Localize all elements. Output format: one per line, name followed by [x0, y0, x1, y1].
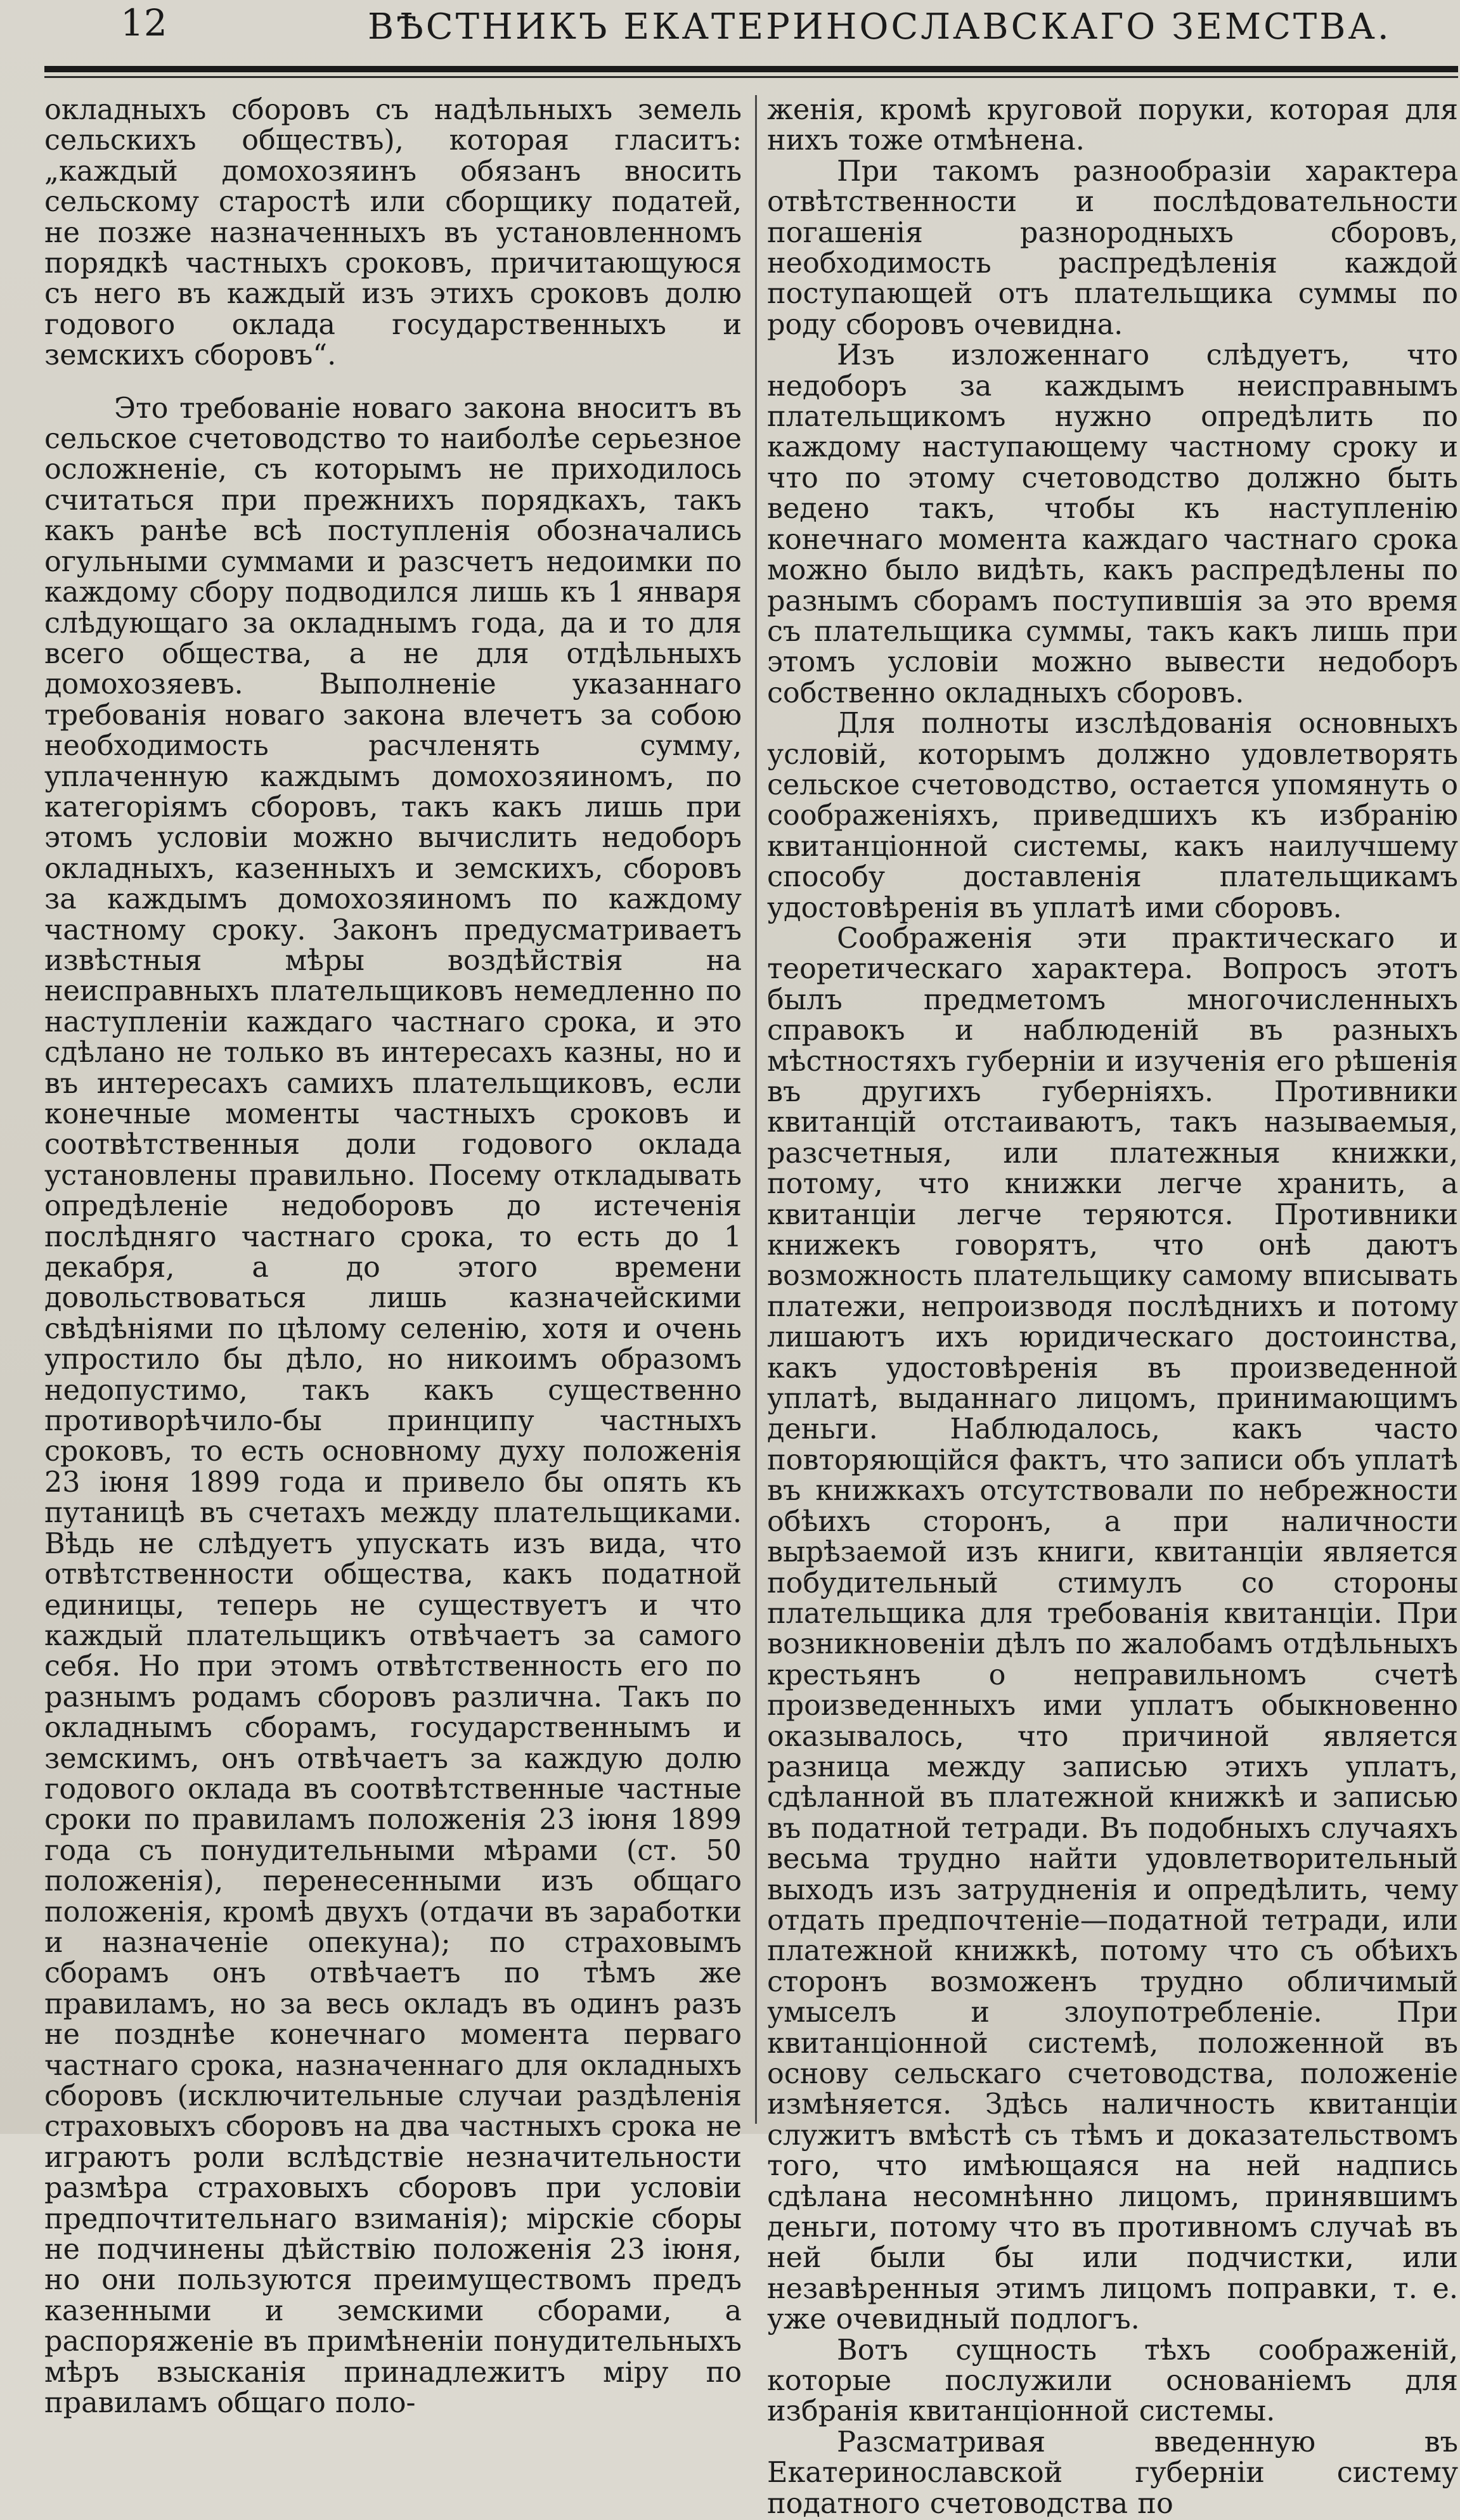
page-number: 12	[120, 1, 167, 44]
page-header	[38, 0, 1420, 63]
right-paragraph-5: Соображенія эти практическаго и теоретическаго характера. Вопросъ этотъ былъ предметомъ многочисленныхъ справокъ и наблюденій въ разныхъ мѣстностяхъ губерніи и изученія его рѣшенія въ другихъ губерніяхъ. Противники квитанцій отстаиваютъ, такъ называемыя, разсчетныя, или платежныя книжки, потому, что книжки легче хранить, а квитанціи легче теряются. Противники книжекъ говорятъ, что онѣ даютъ возможность плательщику самому вписывать платежи, непроизводя послѣднихъ и потому лишаютъ ихъ юридическаго достоинства, какъ удостовѣренія въ произведенной уплатѣ, выданнаго лицомъ, принимающимъ деньги. Наблюдалось, какъ часто повторяющійся фактъ, что записи объ уплатѣ въ книжкахъ отсутствовали по небрежности обѣихъ сторонъ, а при наличности вырѣзаемой изъ книги, квитанціи является побудительный стимулъ со стороны плательщика для требованія квитанціи. При возникновеніи дѣлъ по жалобамъ отдѣльныхъ крестьянъ о неправильномъ счетѣ произведенныхъ ими уплатъ обыкновенно оказывалось, что причиной является разница между записью этихъ уплатъ, сдѣланной въ платежной книжкѣ и записью въ податной тетради. Въ подобныхъ случаяхъ весьма трудно найти удовлетворительный выходъ изъ затрудненія и опредѣлить, чему отдать предпочтеніе—податной тетради, или платежной книжкѣ, потому что съ обѣихъ сторонъ возможенъ трудно обличимый умыселъ и злоупотребленіе. При квитанціонной системѣ, положенной въ основу сельскаго счетоводства, положеніе измѣняется. Здѣсь наличность квитанціи служитъ вмѣстѣ съ тѣмъ и доказательствомъ того, что имѣющаяся на ней надпись сдѣлана несомнѣнно лицомъ, принявшимъ деньги, потому что въ противномъ случаѣ въ ней были бы или подчистки, или незавѣренныя этимъ лицомъ поправки, т. е. уже очевидный подлогъ.	[767, 922, 1458, 2336]
right-paragraph-3: Изъ изложеннаго слѣдуетъ, что недоборъ за каждымъ неисправнымъ плательщикомъ нужно опредѣлить по каждому наступающему частному сроку и что по этому счетоводство должно быть ведено такъ, чтобы къ наступленію конечнаго момента каждаго частнаго срока можно было видѣть, какъ распредѣлены по разнымъ сборамъ поступившія за это время съ плательщика суммы, такъ какъ лишь при этомъ условіи можно вывести недоборъ собственно окладныхъ сборовъ.	[767, 339, 1458, 709]
header-rule-thick	[44, 66, 1458, 72]
left-column	[44, 95, 742, 2419]
left-paragraph-2: Это требованіе новаго закона вноситъ въ сельское счетоводство то наиболѣе серьезное осложненіе, съ которымъ не приходилось считаться при прежнихъ порядкахъ, такъ какъ ранѣе всѣ поступленія обозначались огульными суммами и разсчетъ недоимки по каждому сбору подводился лишь къ 1 января слѣдующаго за окладнымъ года, да и то для всего общества, а не для отдѣльныхъ домохозяевъ. Выполненіе указаннаго требованія новаго закона влечетъ за собою необходимость расчленять сумму, уплаченную каждымъ домохозяиномъ, по категоріямъ сборовъ, такъ какъ лишь при этомъ условіи можно вычислить недоборъ окладныхъ, казенныхъ и земскихъ, сборовъ за каждымъ домохозяиномъ по каждому частному сроку. Законъ предусматриваетъ извѣстныя мѣры воздѣйствія на неисправныхъ плательщиковъ немедленно по наступленіи каждаго частнаго срока, и это сдѣлано не только въ интересахъ казны, но и въ интересахъ самихъ плательщиковъ, если конечные моменты частныхъ сроковъ и соотвѣтственныя доли годового оклада установлены правильно. Посему откладывать опредѣленіе недоборовъ до истеченія послѣдняго частнаго срока, то есть до 1 декабря, а до этого времени довольствоваться лишь казначейскими свѣдѣніями по цѣлому селенію, хотя и очень упростило бы дѣло, но никоимъ образомъ недопустимо, такъ какъ существенно противорѣчило-бы принципу частныхъ сроковъ, то есть основному духу положенія 23 іюня 1899 года и привело бы опять къ путаницѣ въ счетахъ между плательщиками. Вѣдь не слѣдуетъ упускать изъ вида, что отвѣтственности общества, какъ податной единицы, теперь не существуетъ и что каждый плательщикъ отвѣчаетъ за самого себя. Но при этомъ отвѣтственность его по разнымъ родамъ сборовъ различна. Такъ по окладнымъ сборамъ, государственнымъ и земскимъ, онъ отвѣчаетъ за каждую долю годового оклада въ соотвѣтственные частные сроки по правиламъ положенія 23 іюня 1899 года съ понудительными мѣрами (ст. 50 положенія), перенесенными изъ общаго положенія, кромѣ двухъ (отдачи въ заработки и назначеніе опекуна); по страховымъ сборамъ онъ отвѣчаетъ по тѣмъ же правиламъ, но за весь окладъ въ одинъ разъ не позднѣе конечнаго момента перваго частнаго срока, назначеннаго для окладныхъ сборовъ (исключительные случаи раздѣленія страховыхъ сборовъ на два частныхъ срока не играютъ роли вслѣдствіе незначительности размѣра страховыхъ сборовъ при условіи предпочтительнаго взиманія); мірскіе сборы не подчинены дѣйствію положенія 23 іюня, но они пользуются преимуществомъ предъ казенными и земскими сборами, а распоряженіе въ примѣненіи понудительныхъ мѣръ взысканія принадлежитъ міру по правиламъ общаго поло-	[44, 392, 742, 2420]
right-column	[767, 95, 1458, 2519]
right-paragraph-4: Для полноты изслѣдованія основныхъ условій, которымъ должно удовлетворять сельское счетоводство, остается упомянуть о соображеніяхъ, приведшихъ къ избранію квитанціонной системы, какъ наилучшему способу доставленія плательщикамъ удостовѣренія въ уплатѣ ими сборовъ.	[767, 708, 1458, 924]
left-paragraph-1: окладныхъ сборовъ съ надѣльныхъ земель сельскихъ обществъ), которая гласитъ: „каждый домохозяинъ обязанъ вносить сельскому старостѣ или сборщику податей, не позже назначенныхъ въ установленномъ порядкѣ частныхъ сроковъ, причитающуюся съ него въ каждый изъ этихъ сроковъ долю годового оклада государственныхъ и земскихъ сборовъ“.	[44, 94, 742, 372]
header-rule-thin	[44, 76, 1458, 78]
right-paragraph-1: женія, кромѣ круговой поруки, которая для нихъ тоже отмѣнена.	[767, 94, 1458, 157]
right-paragraph-7: Разсматривая введенную въ Екатеринославской губерніи систему податного счетоводства по	[767, 2426, 1458, 2520]
column-divider	[755, 95, 757, 2124]
right-paragraph-6: Вотъ сущность тѣхъ соображеній, которые послужили основаніемъ для избранія квитанціонной системы.	[767, 2334, 1458, 2428]
right-paragraph-2: При такомъ разнообразіи характера отвѣтственности и послѣдовательности погашенія разнородныхъ сборовъ, необходимость распредѣленія каждой поступающей отъ плательщика суммы по роду сборовъ очевидна.	[767, 155, 1458, 341]
running-title: ВѢСТНИКЪ ЕКАТЕРИНОСЛАВСКАГО ЗЕМСТВА.	[368, 6, 1392, 48]
